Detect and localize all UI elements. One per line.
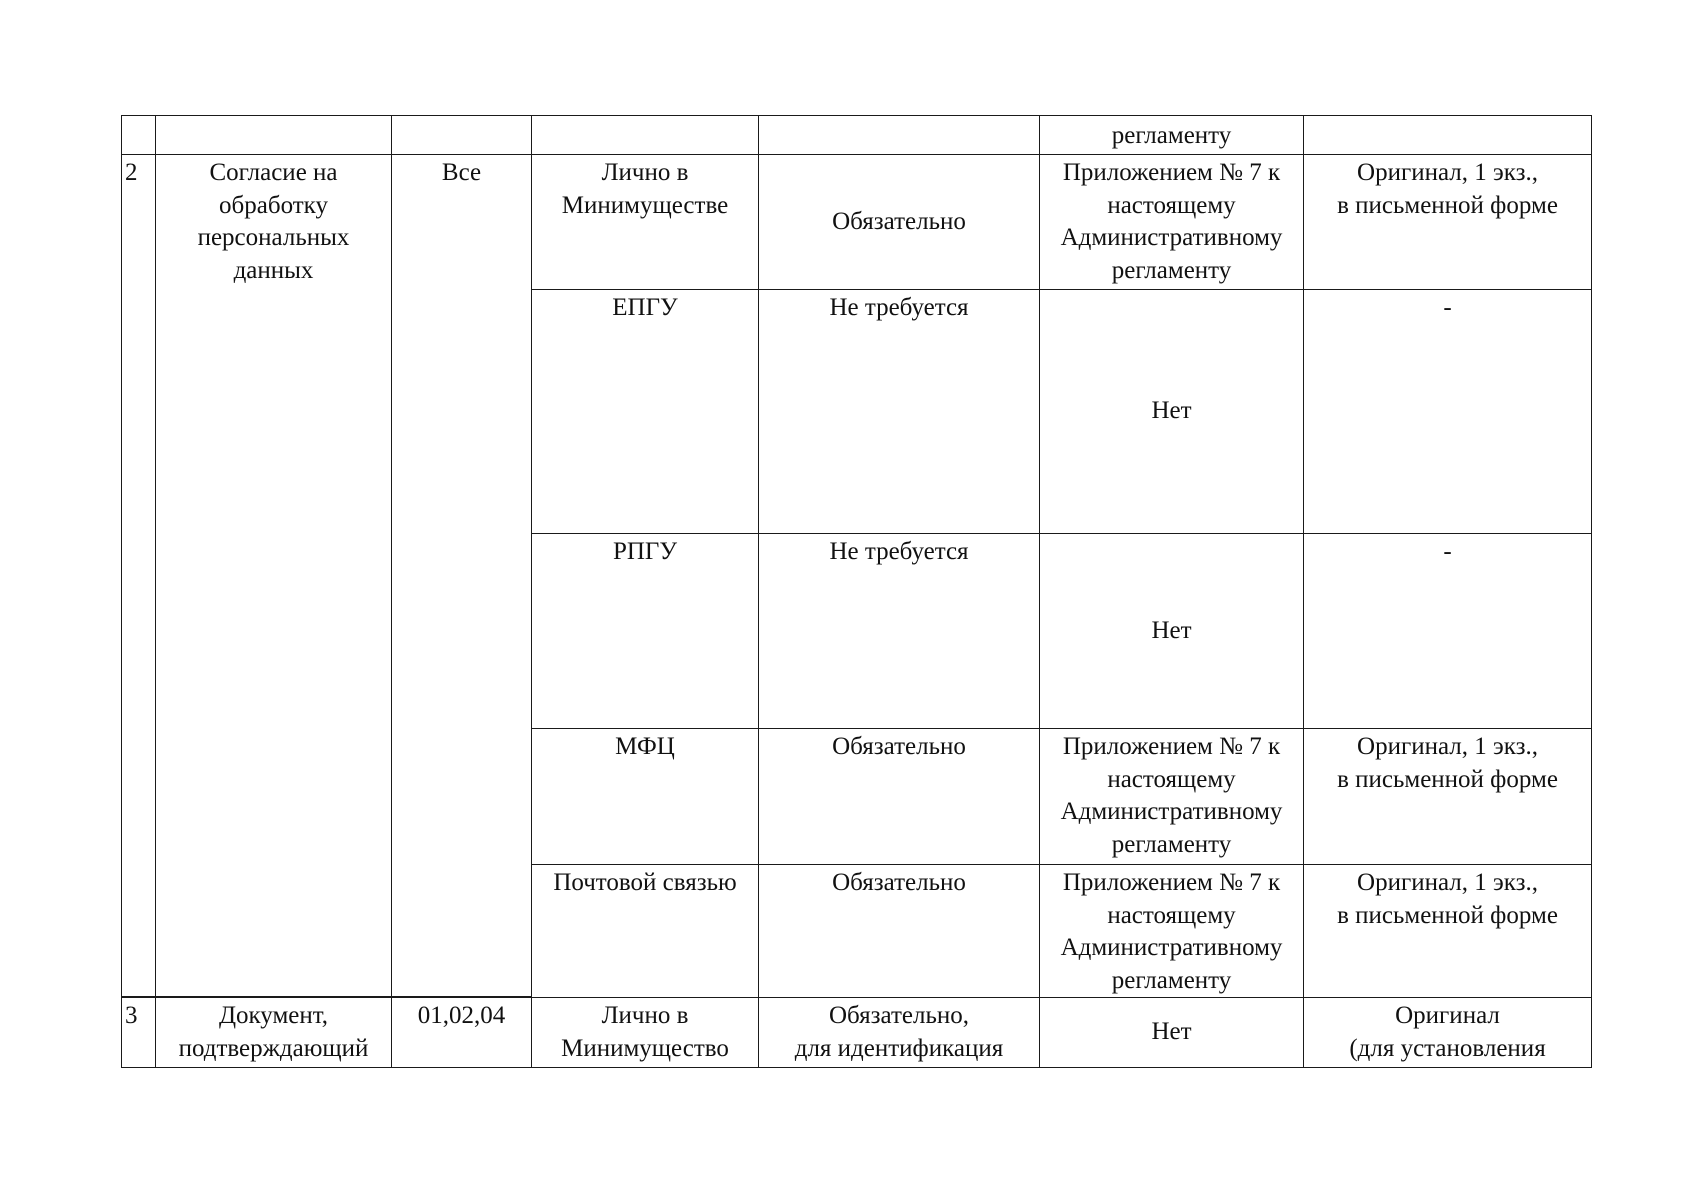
row-3-number: 3 — [121, 997, 156, 1068]
row-2-document-name: Согласие на обработку персональных данных — [155, 154, 392, 997]
row-3-form: Нет — [1039, 997, 1304, 1068]
row-2-channel-4-method: МФЦ — [531, 728, 759, 865]
row-3-document-name: Документ, подтверждающий — [155, 997, 392, 1068]
row-2-channel-5-method: Почтовой связью — [531, 864, 759, 998]
row-2-channel-4-type: Оригинал, 1 экз., в письменной форме — [1303, 728, 1592, 865]
row-2-channel-3-method: РПГУ — [531, 533, 759, 729]
row-2-channel-4-form: Приложением № 7 к настоящему Административному регламенту — [1039, 728, 1304, 865]
row-2-channel-5-requirement: Обязательно — [758, 864, 1040, 998]
row-2-channel-3-requirement: Не требуется — [758, 533, 1040, 729]
row-3-categories: 01,02,04 — [391, 997, 532, 1068]
row-2-channel-2-type: - — [1303, 289, 1592, 534]
row-2-channel-5-form: Приложением № 7 к настоящему Административному регламенту — [1039, 864, 1304, 998]
row-2-channel-2-method: ЕПГУ — [531, 289, 759, 534]
row-3-method: Лично в Минимущество — [531, 997, 759, 1068]
row-2-categories: Все — [391, 154, 532, 997]
row-2-channel-1-type: Оригинал, 1 экз., в письменной форме — [1303, 154, 1592, 290]
table-row-cont-col-num — [121, 115, 156, 155]
row-2-channel-5-type: Оригинал, 1 экз., в письменной форме — [1303, 864, 1592, 998]
row-2-channel-3-form: Нет — [1039, 533, 1304, 729]
row-3-type: Оригинал (для установления — [1303, 997, 1592, 1068]
table-row-cont-col-method — [531, 115, 759, 155]
row-2-channel-4-requirement: Обязательно — [758, 728, 1040, 865]
table-row-cont-col-form: регламенту — [1039, 115, 1304, 155]
document-table — [121, 115, 1592, 1068]
table-row-cont-col-requirement — [758, 115, 1040, 155]
row-2-number: 2 — [121, 154, 156, 997]
row-3-requirement: Обязательно, для идентификация — [758, 997, 1040, 1068]
table-row-cont-col-name — [155, 115, 392, 155]
table-row-cont-col-categories — [391, 115, 532, 155]
row-2-channel-3-type: - — [1303, 533, 1592, 729]
row-2-channel-1-requirement: Обязательно — [758, 154, 1040, 290]
row-2-channel-2-form: Нет — [1039, 289, 1304, 534]
row-2-channel-2-requirement: Не требуется — [758, 289, 1040, 534]
table-row-cont-col-type — [1303, 115, 1592, 155]
row-2-channel-1-method: Лично в Минимуществе — [531, 154, 759, 290]
row-2-channel-1-form: Приложением № 7 к настоящему Административному регламенту — [1039, 154, 1304, 290]
